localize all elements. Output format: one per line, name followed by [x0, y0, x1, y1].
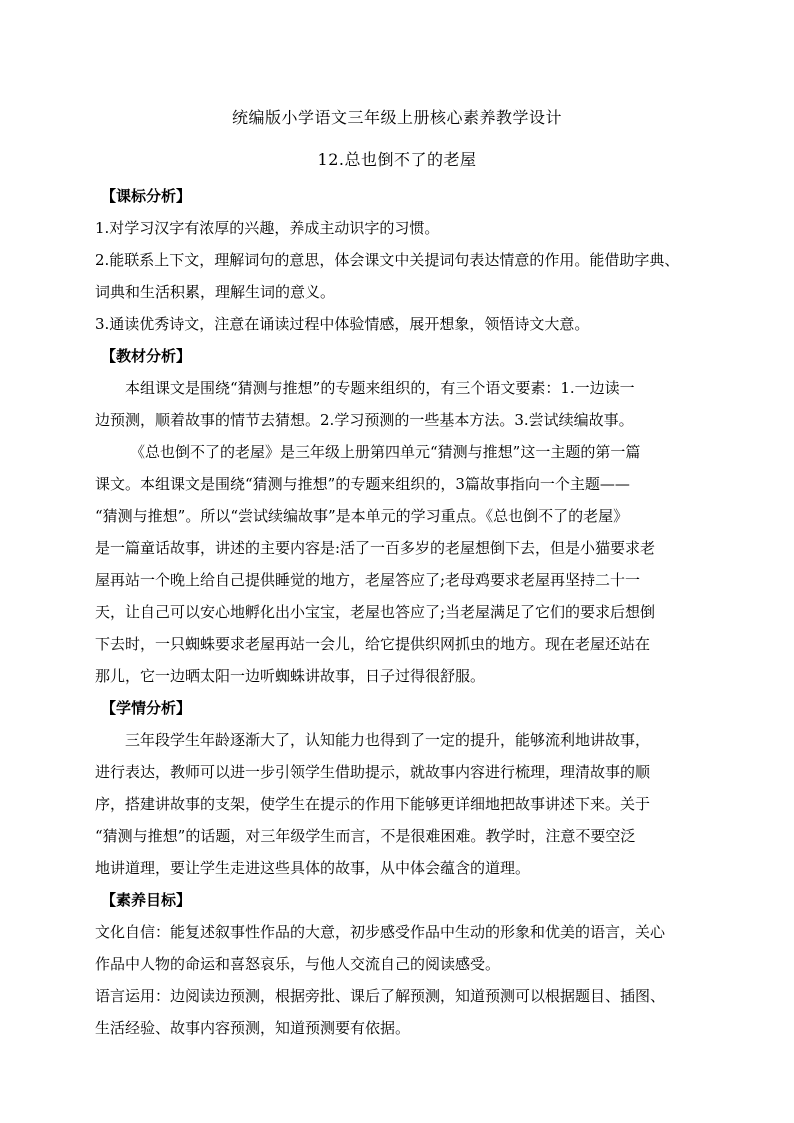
paragraph-line: 词典和生活积累，理解生词的意义。: [95, 283, 336, 301]
paragraph-line: 3.通读优秀诗文，注意在诵读过程中体验情感，展开想象，领悟诗文大意。: [95, 315, 590, 333]
paragraph-line: 作品中人物的命运和喜怒哀乐，与他人交流自己的阅读感受。: [95, 955, 501, 973]
paragraph-line: 屋再站一个晚上给自己提供睡觉的地方，老屋答应了;老母鸡要求老屋再坚持二十一: [95, 571, 641, 589]
section-heading-curriculum: 【课标分析】: [101, 187, 192, 205]
paragraph-line: 1.对学习汉字有浓厚的兴趣，养成主动识字的习惯。: [95, 219, 440, 237]
paragraph-line: 本组课文是围绕“猜测与推想”的专题来组织的，有三个语文要素：1.一边读一: [125, 379, 635, 397]
paragraph-line: 是一篇童话故事，讲述的主要内容是:活了一百多岁的老屋想倒下去，但是小猫要求老: [95, 539, 656, 557]
paragraph-line: 2.能联系上下文，理解词句的意思，体会课文中关提词句表达情意的作用。能借助字典、: [95, 251, 680, 269]
paragraph-line: “猜测与推想”的话题，对三年级学生而言，不是很难困难。教学时，注意不要空泛: [95, 827, 636, 845]
section-heading-textbook: 【教材分析】: [101, 347, 192, 365]
paragraph-line: 地讲道理，要让学生走进这些具体的故事，从中体会蕴含的道理。: [95, 859, 531, 877]
paragraph-line: 语言运用：边阅读边预测，根据旁批、课后了解预测，知道预测可以根据题目、插图、: [95, 987, 666, 1005]
paragraph-line: 下去时，一只蜘蛛要求老屋再站一会儿，给它提供织网抓虫的地方。现在老屋还站在: [95, 635, 651, 653]
section-heading-students: 【学情分析】: [101, 699, 192, 717]
paragraph-line: 三年段学生年龄逐渐大了，认知能力也得到了一定的提升，能够流利地讲故事，: [125, 731, 651, 749]
section-heading-goals: 【素养目标】: [101, 891, 192, 909]
paragraph-line: 进行表达，教师可以进一步引领学生借助提示，就故事内容进行梳理，理清故事的顺: [95, 763, 651, 781]
paragraph-line: 边预测，顺着故事的情节去猜想。2.学习预测的一些基本方法。3.尝试续编故事。: [95, 411, 634, 429]
paragraph-line: 那儿，它一边晒太阳一边听蜘蛛讲故事，日子过得很舒服。: [95, 667, 486, 685]
lesson-title: 12.总也倒不了的老屋: [317, 150, 477, 169]
document-title: 统编版小学语文三年级上册核心素养教学设计: [231, 108, 562, 127]
paragraph-line: 文化自信：能复述叙事性作品的大意，初步感受作品中生动的形象和优美的语言，关心: [95, 923, 666, 941]
paragraph-line: 生活经验、故事内容预测，知道预测要有依据。: [95, 1019, 411, 1037]
paragraph-line: 序，搭建讲故事的支架，使学生在提示的作用下能够更详细地把故事讲述下来。关于: [95, 795, 651, 813]
paragraph-line: 天，让自己可以安心地孵化出小宝宝，老屋也答应了;当老屋满足了它们的要求后想倒: [95, 603, 656, 621]
paragraph-line: 《总也倒不了的老屋》是三年级上册第四单元“猜测与推想”这一主题的第一篇: [130, 443, 641, 461]
paragraph-line: 课文。本组课文是围绕“猜测与推想”的专题来组织的，3篇故事指向一个主题——: [95, 475, 630, 493]
paragraph-line: “猜测与推想”。所以“尝试续编故事”是本单元的学习重点。《总也倒不了的老屋》: [95, 507, 629, 525]
